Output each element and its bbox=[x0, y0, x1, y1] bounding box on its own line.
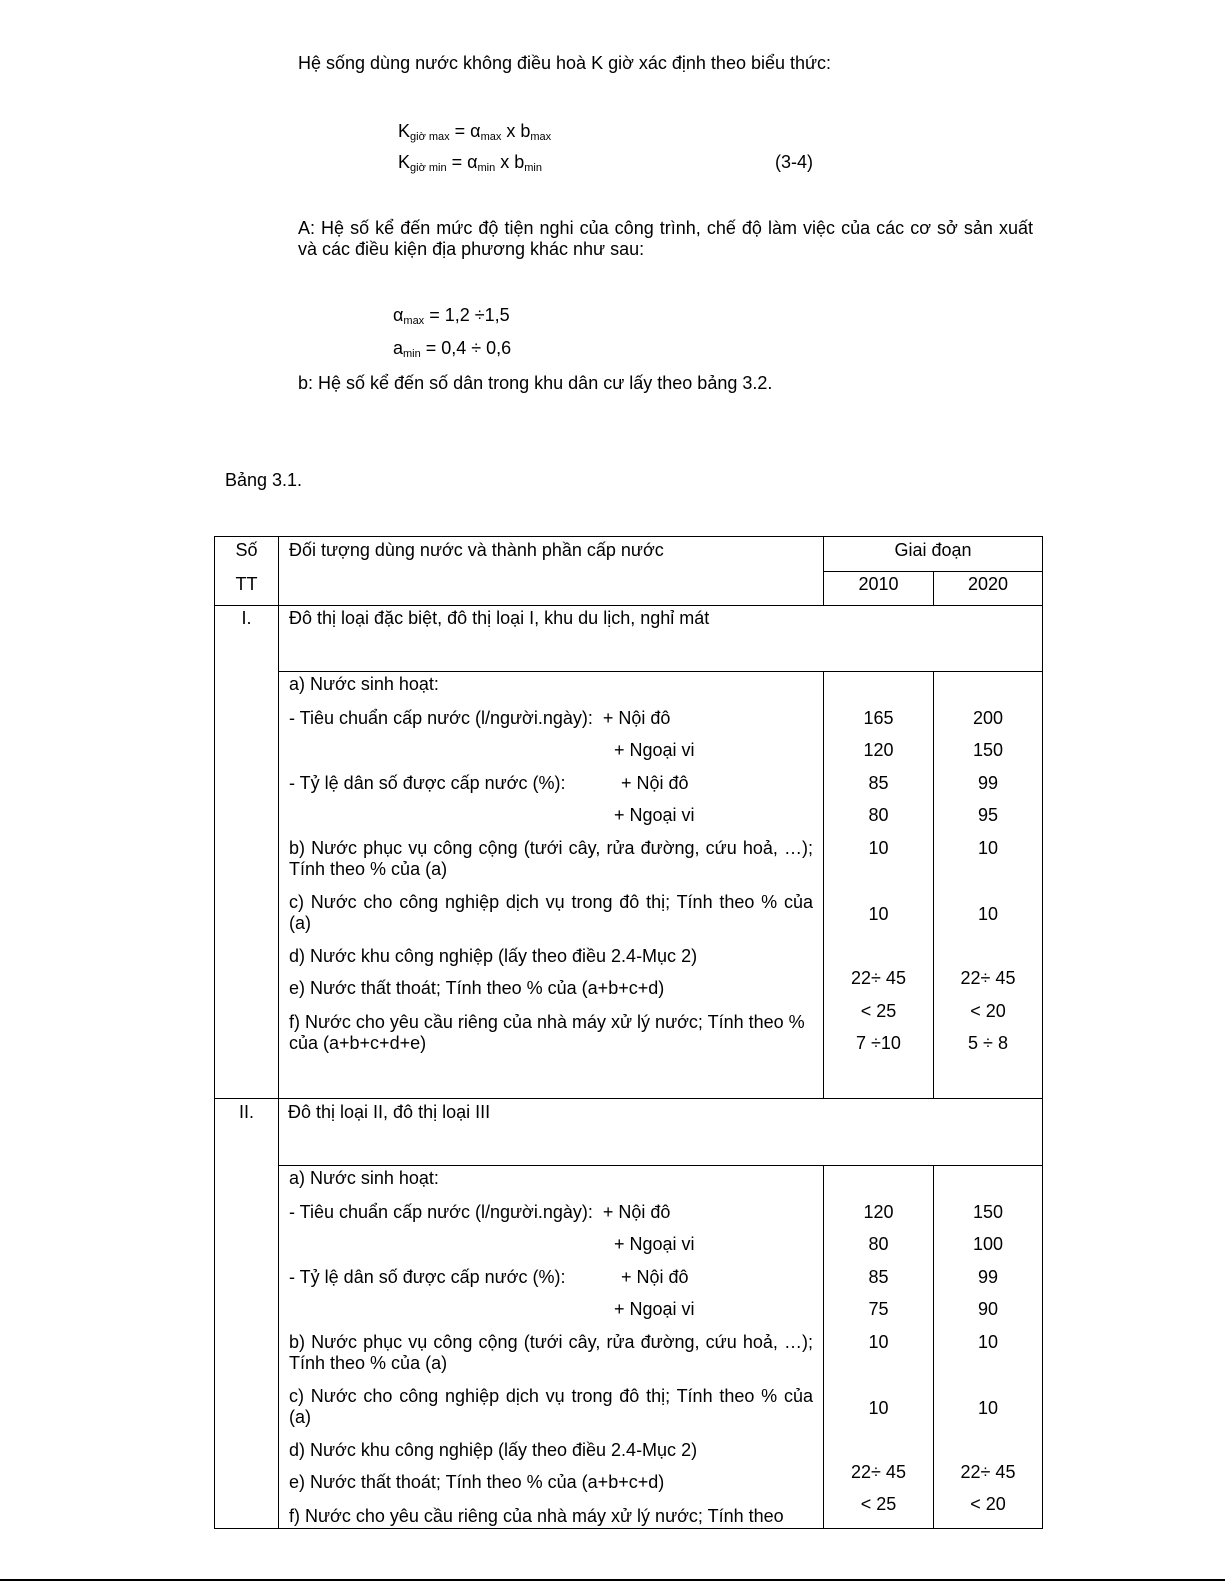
section-2-ratio-label: - Tỷ lệ dân số được cấp nước (%): bbox=[289, 1267, 566, 1287]
section-1-c-label: c) Nước cho công nghiệp dịch vụ trong đô thị; Tính theo % của (a) bbox=[289, 892, 813, 933]
section-1-a-label: a) Nước sinh hoạt: bbox=[289, 674, 439, 694]
section-2-b-2010: 10 bbox=[868, 1332, 889, 1352]
section-1-b-2020: 10 bbox=[977, 838, 999, 858]
alpha-max-range: $\alpha_{max} = 1,2 \div 1,5$ bbox=[393, 305, 510, 327]
section-2-standard-outer-2020: 100 bbox=[972, 1234, 1004, 1254]
section-1-e-label: e) Nước thất thoát; Tính theo % của (a+b+c+d) bbox=[289, 978, 665, 998]
section-1-standard-inner-2010: 165 bbox=[863, 708, 894, 728]
section-1-number: I. bbox=[241, 608, 252, 628]
section-1-title: Đô thị loại đặc biệt, đô thị loại I, khu du lịch, nghỉ mát bbox=[289, 608, 710, 628]
section-1-d-label: d) Nước khu công nghiệp (lấy theo điều 2.4-Mục 2) bbox=[289, 946, 698, 966]
section-2-title: Đô thị loại II, đô thị loại III bbox=[288, 1102, 491, 1122]
section-1-ratio-outer-2020: 95 bbox=[977, 805, 999, 825]
section-2-ratio-inner-2020: 99 bbox=[977, 1267, 999, 1287]
header-stt-line2: TT bbox=[235, 574, 258, 594]
header-description: Đối tượng dùng nước và thành phần cấp nước bbox=[289, 540, 664, 560]
section-2-c-2010: 10 bbox=[868, 1398, 889, 1418]
section-2-standard-inner-label: - Tiêu chuẩn cấp nước (l/người.ngày): + Nội đô bbox=[289, 1202, 671, 1222]
section-2-value-1-2010: 22÷ 45 bbox=[851, 1462, 906, 1482]
section-2-ratio-outer-2020: 90 bbox=[977, 1299, 999, 1319]
section-1-b-2010: 10 bbox=[868, 838, 889, 858]
section-1-standard-inner-label: - Tiêu chuẩn cấp nước (l/người.ngày): + Nội đô bbox=[289, 708, 671, 728]
a-description: A: Hệ số kể đến mức độ tiện nghi của công trình, chế độ làm việc của các cơ sở sản xuất và các điều kiện địa phương khác như sau: bbox=[298, 218, 1033, 259]
intro-line: Hệ sống dùng nước không điều hoà K giờ xác định theo biểu thức: bbox=[298, 53, 832, 73]
section-2-e-label: e) Nước thất thoát; Tính theo % của (a+b+c+d) bbox=[289, 1472, 665, 1492]
section-1-value-2-2020: < 20 bbox=[970, 1001, 1006, 1021]
section-1-b-label: b) Nước phục vụ công cộng (tưới cây, rửa đường, cứu hoả, …); Tính theo % của (a) bbox=[289, 838, 813, 879]
section-2-b-2020: 10 bbox=[977, 1332, 999, 1352]
section-1-standard-outer-2020: 150 bbox=[972, 740, 1004, 760]
header-year-2010: 2010 bbox=[858, 574, 899, 594]
section-2-standard-outer-2010: 80 bbox=[868, 1234, 889, 1254]
equation-number: (3-4) bbox=[775, 152, 814, 172]
section-1-ratio-outer-label: + Ngoại vi bbox=[614, 805, 695, 825]
section-1-c-2010: 10 bbox=[868, 904, 889, 924]
page-bottom-rule bbox=[0, 1579, 1225, 1581]
section-1-value-1-2010: 22÷ 45 bbox=[851, 968, 906, 988]
section-1-c-2020: 10 bbox=[977, 904, 999, 924]
formula-k-min: $K_{giờ min} = \alpha_{min}$ x $b_{min}$ bbox=[398, 152, 542, 174]
section-1-standard-outer-2010: 120 bbox=[863, 740, 894, 760]
section-2-standard-inner-2020: 150 bbox=[972, 1202, 1004, 1222]
section-2-standard-outer-label: + Ngoại vi bbox=[614, 1234, 695, 1254]
section-2-value-2-2020: < 20 bbox=[970, 1494, 1006, 1514]
section-2-f-label: f) Nước cho yêu cầu riêng của nhà máy xử lý nước; Tính theo bbox=[289, 1506, 784, 1526]
section-2-c-2020: 10 bbox=[977, 1398, 999, 1418]
section-1-ratio-inner-label: + Nội đô bbox=[621, 773, 689, 793]
section-2-a-label: a) Nước sinh hoạt: bbox=[289, 1168, 439, 1188]
section-2-number: II. bbox=[238, 1102, 254, 1122]
b-description: b: Hệ số kể đến số dân trong khu dân cư lấy theo bảng 3.2. bbox=[298, 373, 773, 393]
section-2-ratio-outer-label: + Ngoại vi bbox=[614, 1299, 695, 1319]
section-1-value-2-2010: < 25 bbox=[860, 1001, 897, 1021]
section-2-ratio-inner-label: + Nội đô bbox=[621, 1267, 689, 1287]
formula-k-max: $K_{giờ max} = \alpha_{max}$ x $b_{max}$ bbox=[398, 121, 552, 143]
table-caption: Bảng 3.1. bbox=[225, 470, 303, 490]
section-2-d-label: d) Nước khu công nghiệp (lấy theo điều 2.4-Mục 2) bbox=[289, 1440, 698, 1460]
section-2-value-1-2020: 22÷ 45 bbox=[960, 1462, 1016, 1482]
section-2-standard-inner-2010: 120 bbox=[863, 1202, 894, 1222]
header-stt-line1: Số bbox=[235, 540, 258, 560]
header-year-2020: 2020 bbox=[967, 574, 1009, 594]
section-1-standard-inner-2020: 200 bbox=[972, 708, 1004, 728]
section-1-value-3-2020: 5 ÷ 8 bbox=[968, 1033, 1008, 1053]
a-min-range: $a_{min} = 0,4 \div 0,6$ bbox=[393, 338, 512, 360]
section-1-standard-outer-label: + Ngoại vi bbox=[614, 740, 695, 760]
section-1-value-1-2020: 22÷ 45 bbox=[960, 968, 1016, 988]
section-2-b-label: b) Nước phục vụ công cộng (tưới cây, rửa đường, cứu hoả, …); Tính theo % của (a) bbox=[289, 1332, 813, 1373]
section-1-ratio-label: - Tỷ lệ dân số được cấp nước (%): bbox=[289, 773, 566, 793]
section-1-ratio-outer-2010: 80 bbox=[868, 805, 889, 825]
section-1-f-label: f) Nước cho yêu cầu riêng của nhà máy xử lý nước; Tính theo % của (a+b+c+d+e) bbox=[289, 1012, 805, 1053]
header-period: Giai đoạn bbox=[894, 540, 972, 560]
section-1-ratio-inner-2010: 85 bbox=[868, 773, 889, 793]
section-2-value-2-2010: < 25 bbox=[860, 1494, 897, 1514]
section-2-ratio-inner-2010: 85 bbox=[868, 1267, 889, 1287]
section-2-ratio-outer-2010: 75 bbox=[868, 1299, 889, 1319]
section-1-ratio-inner-2020: 99 bbox=[977, 773, 999, 793]
section-2-c-label: c) Nước cho công nghiệp dịch vụ trong đô thị; Tính theo % của (a) bbox=[289, 1386, 813, 1427]
section-1-value-3-2010: 7 ÷10 bbox=[856, 1033, 901, 1053]
